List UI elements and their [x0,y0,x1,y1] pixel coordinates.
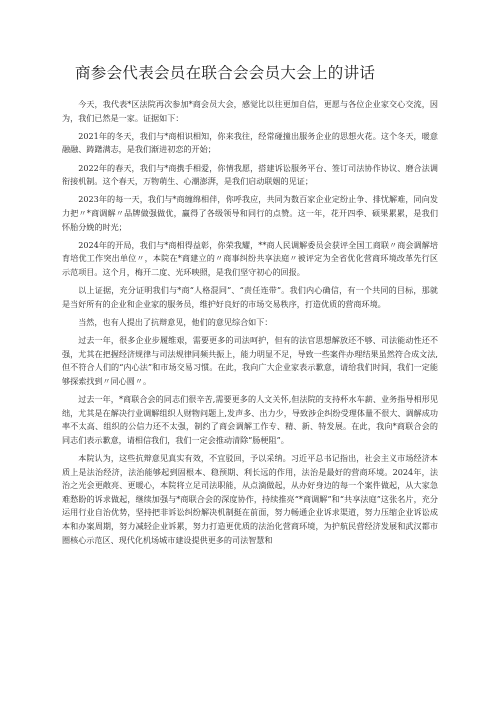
paragraph-2022: 2022年的春天，我们与*商携手相爱，你情我愿，搭建诉讼服务平台、签订司法协作协议、磨合法调衔接机制。这个春天，万物萌生、心潮澎湃，是我们启动联姻的见证； [62,162,438,187]
paragraph-2024: 2024年的开局，我们与*商相得益彰，你荣我耀，**商人民调解委员会获评全国工商联〃商会调解培育培优工作突出单位〃，本院在*商建立的〃商事纠纷共享法庭〃被评定为全省优化营商环境改革先行区示范项目。这个月，梅开二度、光环映照，是我们坚守初心的回报。 [62,239,438,277]
paragraph-objection-support: 过去一年，*商联合会的同志们很辛苦,需要更多的人文关怀,但法院的支持杯水车薪、业务指导相形见绌，尤其是在解决行业调解组织人财物问题上,发声多、出力少，导致涉企纠纷受理体量不很大、调解成功率不太高、组织的公信力还不太强，制约了商会调解工作专、精、新、特发展。在此，我向*商联合会的同志们表示歉意，请相信我们，我们一定会推动清除“肠梗阻”。 [62,394,438,445]
paragraph-conclusion: 本院认为，这些抗辩意见真实有效，不宜驳回，予以采纳。习近平总书记指出，社会主义市场经济本质上是法治经济，法治能够起到固根本、稳预期、利长远的作用，法治是最好的营商环境。2024年，法治之光会更敞亮、更暖心，本院将立足司法职能，从点滴做起，从办好身边的每一个案件做起，从大家急难愁盼的诉求做起，继续加强与*商联合会的深度协作，持续推亮“*商调解”和“共享法庭”这张名片，充分运用行业自治优势，坚持把非诉讼纠纷解决机制挺在前面，努力畅通企业诉求渠道，努力压缩企业诉讼成本和办案周期，努力减轻企业诉累，努力打造更优质的法治化营商环境，为护航民营经济发展和武汉都市圈核心示范区、现代化机场城市建设提供更多的司法智慧和 [62,453,438,545]
paragraph-2021: 2021年的冬天，我们与*商相识相知，你来我往，经常碰撞出服务企业的思想火花。这个冬天，暖意融融、踌躇满志，是我们渐进初恋的开始； [62,130,438,155]
paragraph-objection-intro: 当然，也有人提出了抗辩意见，他们的意见综合如下： [78,316,273,327]
paragraph-objection-judges: 过去一年，很多企业步履维艰，需要更多的司法呵护，但有的法官思想解放还不够、司法能动性还不强，尤其在把握经济规律与司法规律同频共振上，能力明显不足，导致一些案件办理结果虽然符合成文法,但不符合人们的“内心法”和市场交易习惯。在此，我向广大企业家表示歉意，请给我们时间，我们一定能够探索找到〃同心圆〃。 [62,335,438,386]
paragraph-intro: 今天，我代表*区法院再次参加*商会员大会，感觉比以往更加自信，更愿与各位企业家交心交流，因为，我们已然是一家。证据如下： [62,99,438,123]
paragraph-2023: 2023年的每一天，我们与*商缠绵相伴，你呼我应，共同为数百家企业定纷止争、排忧解难，同向发力把〃*商调解〃品牌做强做优，赢得了各级领导和同行的点赞。这一年，花开四季、硕果累累，是我们怀胎分娩的时光； [62,194,438,232]
document-title: 商参会代表会员在联合会会员大会上的讲话 [75,64,376,82]
paragraph-evidence-summary: 以上证据，充分证明我们与*商“人格混同”、“责任连带”。我们内心确信，有一个共同的目标，那就是当好所有的企业和企业家的服务员，维护好良好的市场交易秩序，打造优质的营商环境。 [62,285,438,309]
